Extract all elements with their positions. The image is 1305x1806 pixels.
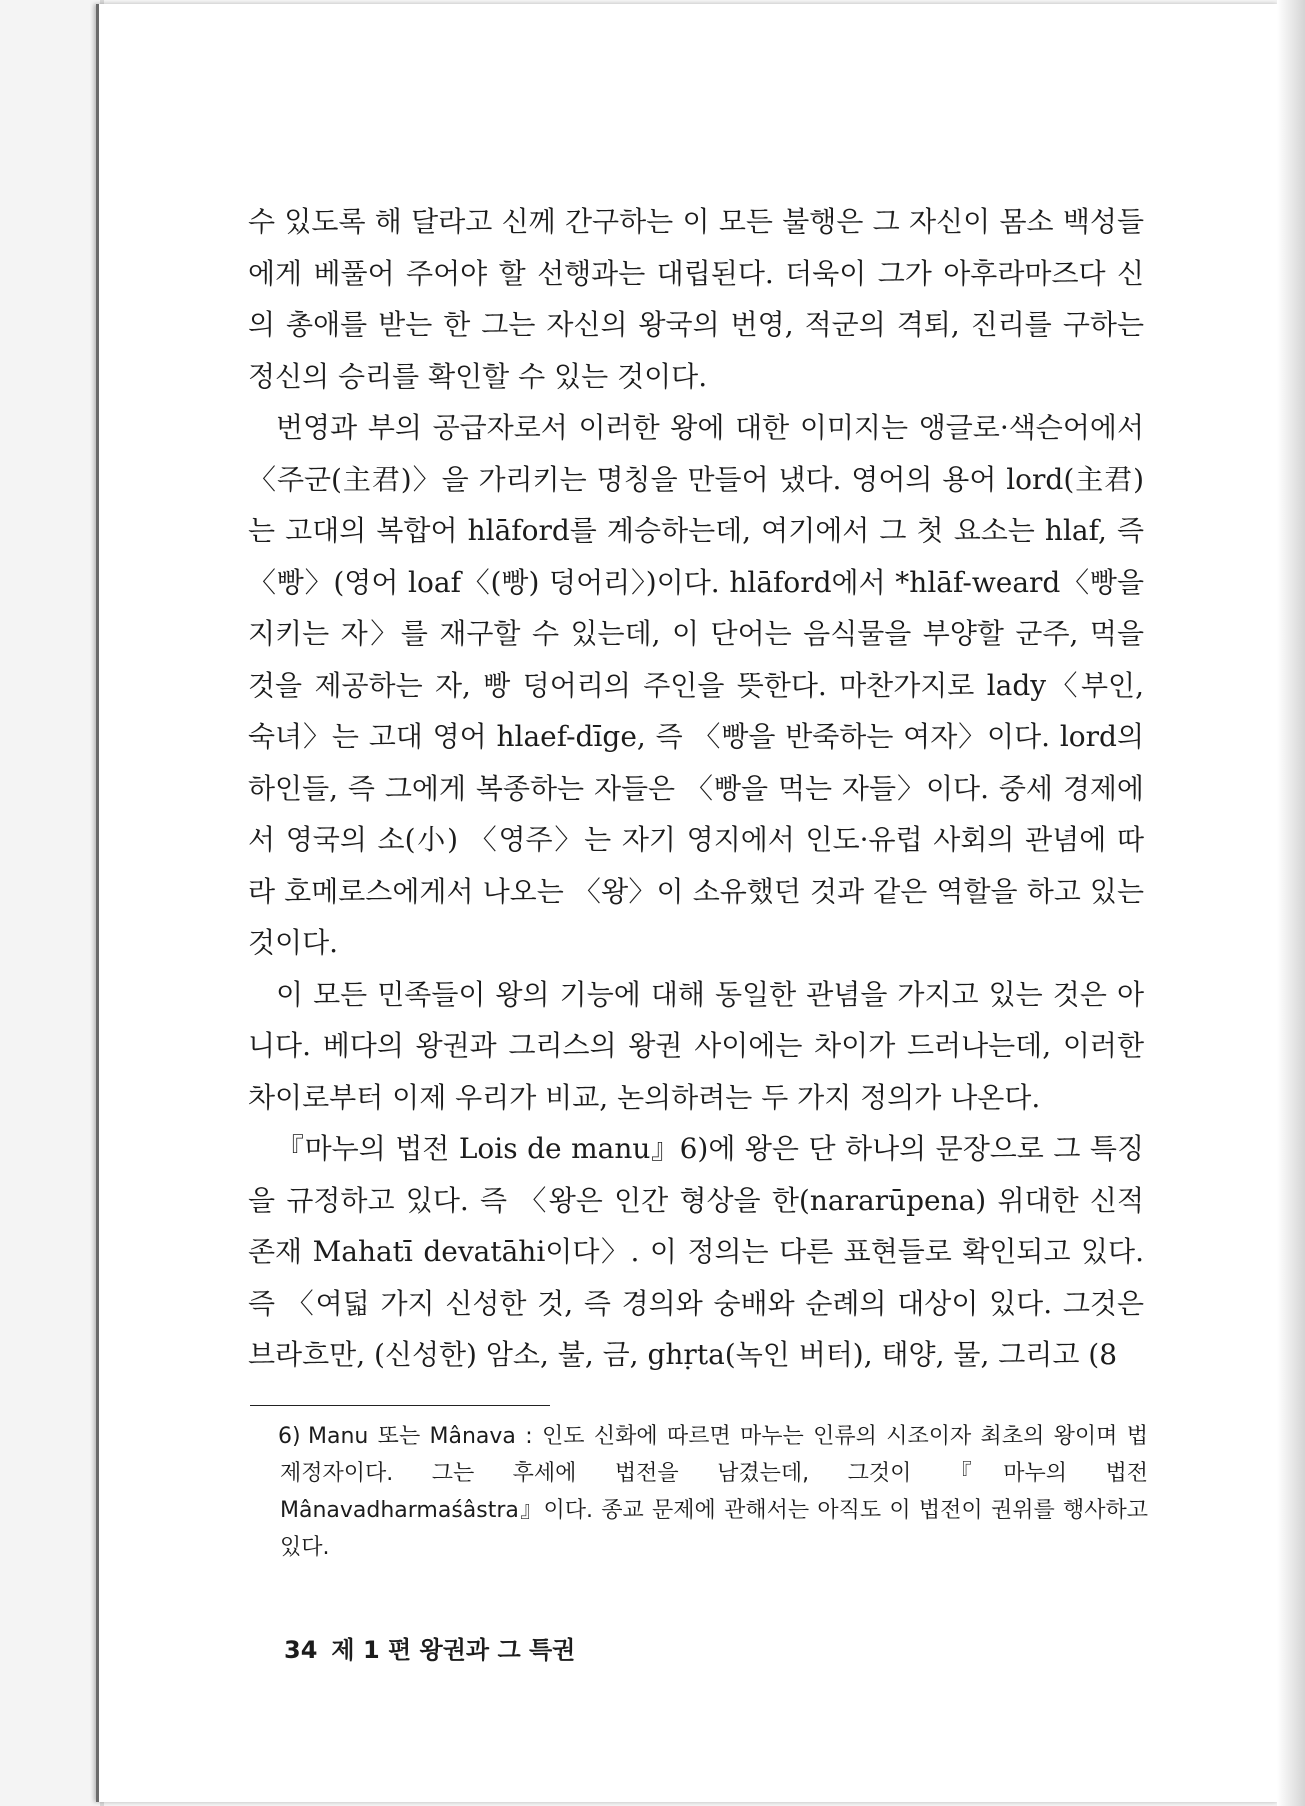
- section-title: 제 1 편 왕권과 그 특권: [331, 1636, 576, 1664]
- body-text: [248, 196, 1144, 1381]
- footnote: [280, 1418, 1148, 1566]
- paragraph-laws-of-manu: 『마누의 법전 Lois de manu』6)에 왕은 단 하나의 문장으로 그 특징을 규정하고 있다. 즉 〈왕은 인간 형상을 한(nararūpena) 위대한 신적 존재 Mahatī devatāhi이다〉. 이 정의는 다른 표현들로 확인되고 있다. 즉 〈여덟 가지 신성한 것, 즉 경의와 숭배와 순례의 대상이 있다. 그것은 브라흐만, (신성한) 암소, 불, 금, ghṛta(녹인 버터), 태양, 물, 그리고 (8: [248, 1132, 1144, 1371]
- running-footer: [284, 1630, 575, 1665]
- footnote-text: Manu 또는 Mânava : 인도 신화에 따르면 마누는 인류의 시조이자 최초의 왕이며 법 제정자이다. 그는 후세에 법전을 남겼는데, 그것이 『마누의 법전 Mânavadharmaśâstra』이다. 종교 문제에 관해서는 아직도 이 법전이 권위를 행사하고 있다.: [280, 1424, 1148, 1560]
- paragraph-continuation: 수 있도록 해 달라고 신께 간구하는 이 모든 불행은 그 자신이 몸소 백성들에게 베풀어 주어야 할 선행과는 대립된다. 더욱이 그가 아후라마즈다 신의 총애를 받는 한 그는 자신의 왕국의 번영, 적군의 격퇴, 진리를 구하는 정신의 승리를 확인할 수 있는 것이다.: [248, 205, 1144, 393]
- footnote-number: 6): [278, 1424, 301, 1449]
- paragraph-lord-etymology: 번영과 부의 공급자로서 이러한 왕에 대한 이미지는 앵글로·색슨어에서 〈주군(主君)〉을 가리키는 명칭을 만들어 냈다. 영어의 용어 lord(主君)는 고대의 복합어 hlāford를 계승하는데, 여기에서 그 첫 요소는 hlaf, 즉 〈빵〉(영어 loaf〈(빵) 덩어리〉)이다. hlāford에서 *hlāf-weard〈빵을 지키는 자〉를 재구할 수 있는데, 이 단어는 음식물을 부양할 군주, 먹을 것을 제공하는 자, 빵 덩어리의 주인을 뜻한다. 마찬가지로 lady〈부인, 숙녀〉는 고대 영어 hlaef-dīge, 즉 〈빵을 반죽하는 여자〉이다. lord의 하인들, 즉 그에게 복종하는 자들은 〈빵을 먹는 자들〉이다. 중세 경제에서 영국의 소(小) 〈영주〉는 자기 영지에서 인도·유럽 사회의 관념에 따라 호메로스에게서 나오는 〈왕〉이 소유했던 것과 같은 역할을 하고 있는 것이다.: [248, 411, 1144, 959]
- page-number: 34: [284, 1636, 318, 1664]
- paragraph-kingship-difference: 이 모든 민족들이 왕의 기능에 대해 동일한 관념을 가지고 있는 것은 아니다. 베다의 왕권과 그리스의 왕권 사이에는 차이가 드러나는데, 이러한 차이로부터 이제 우리가 비교, 논의하려는 두 가지 정의가 나온다.: [248, 977, 1144, 1114]
- footnote-divider: [250, 1405, 550, 1406]
- page-right-shadow: [1277, 0, 1305, 1806]
